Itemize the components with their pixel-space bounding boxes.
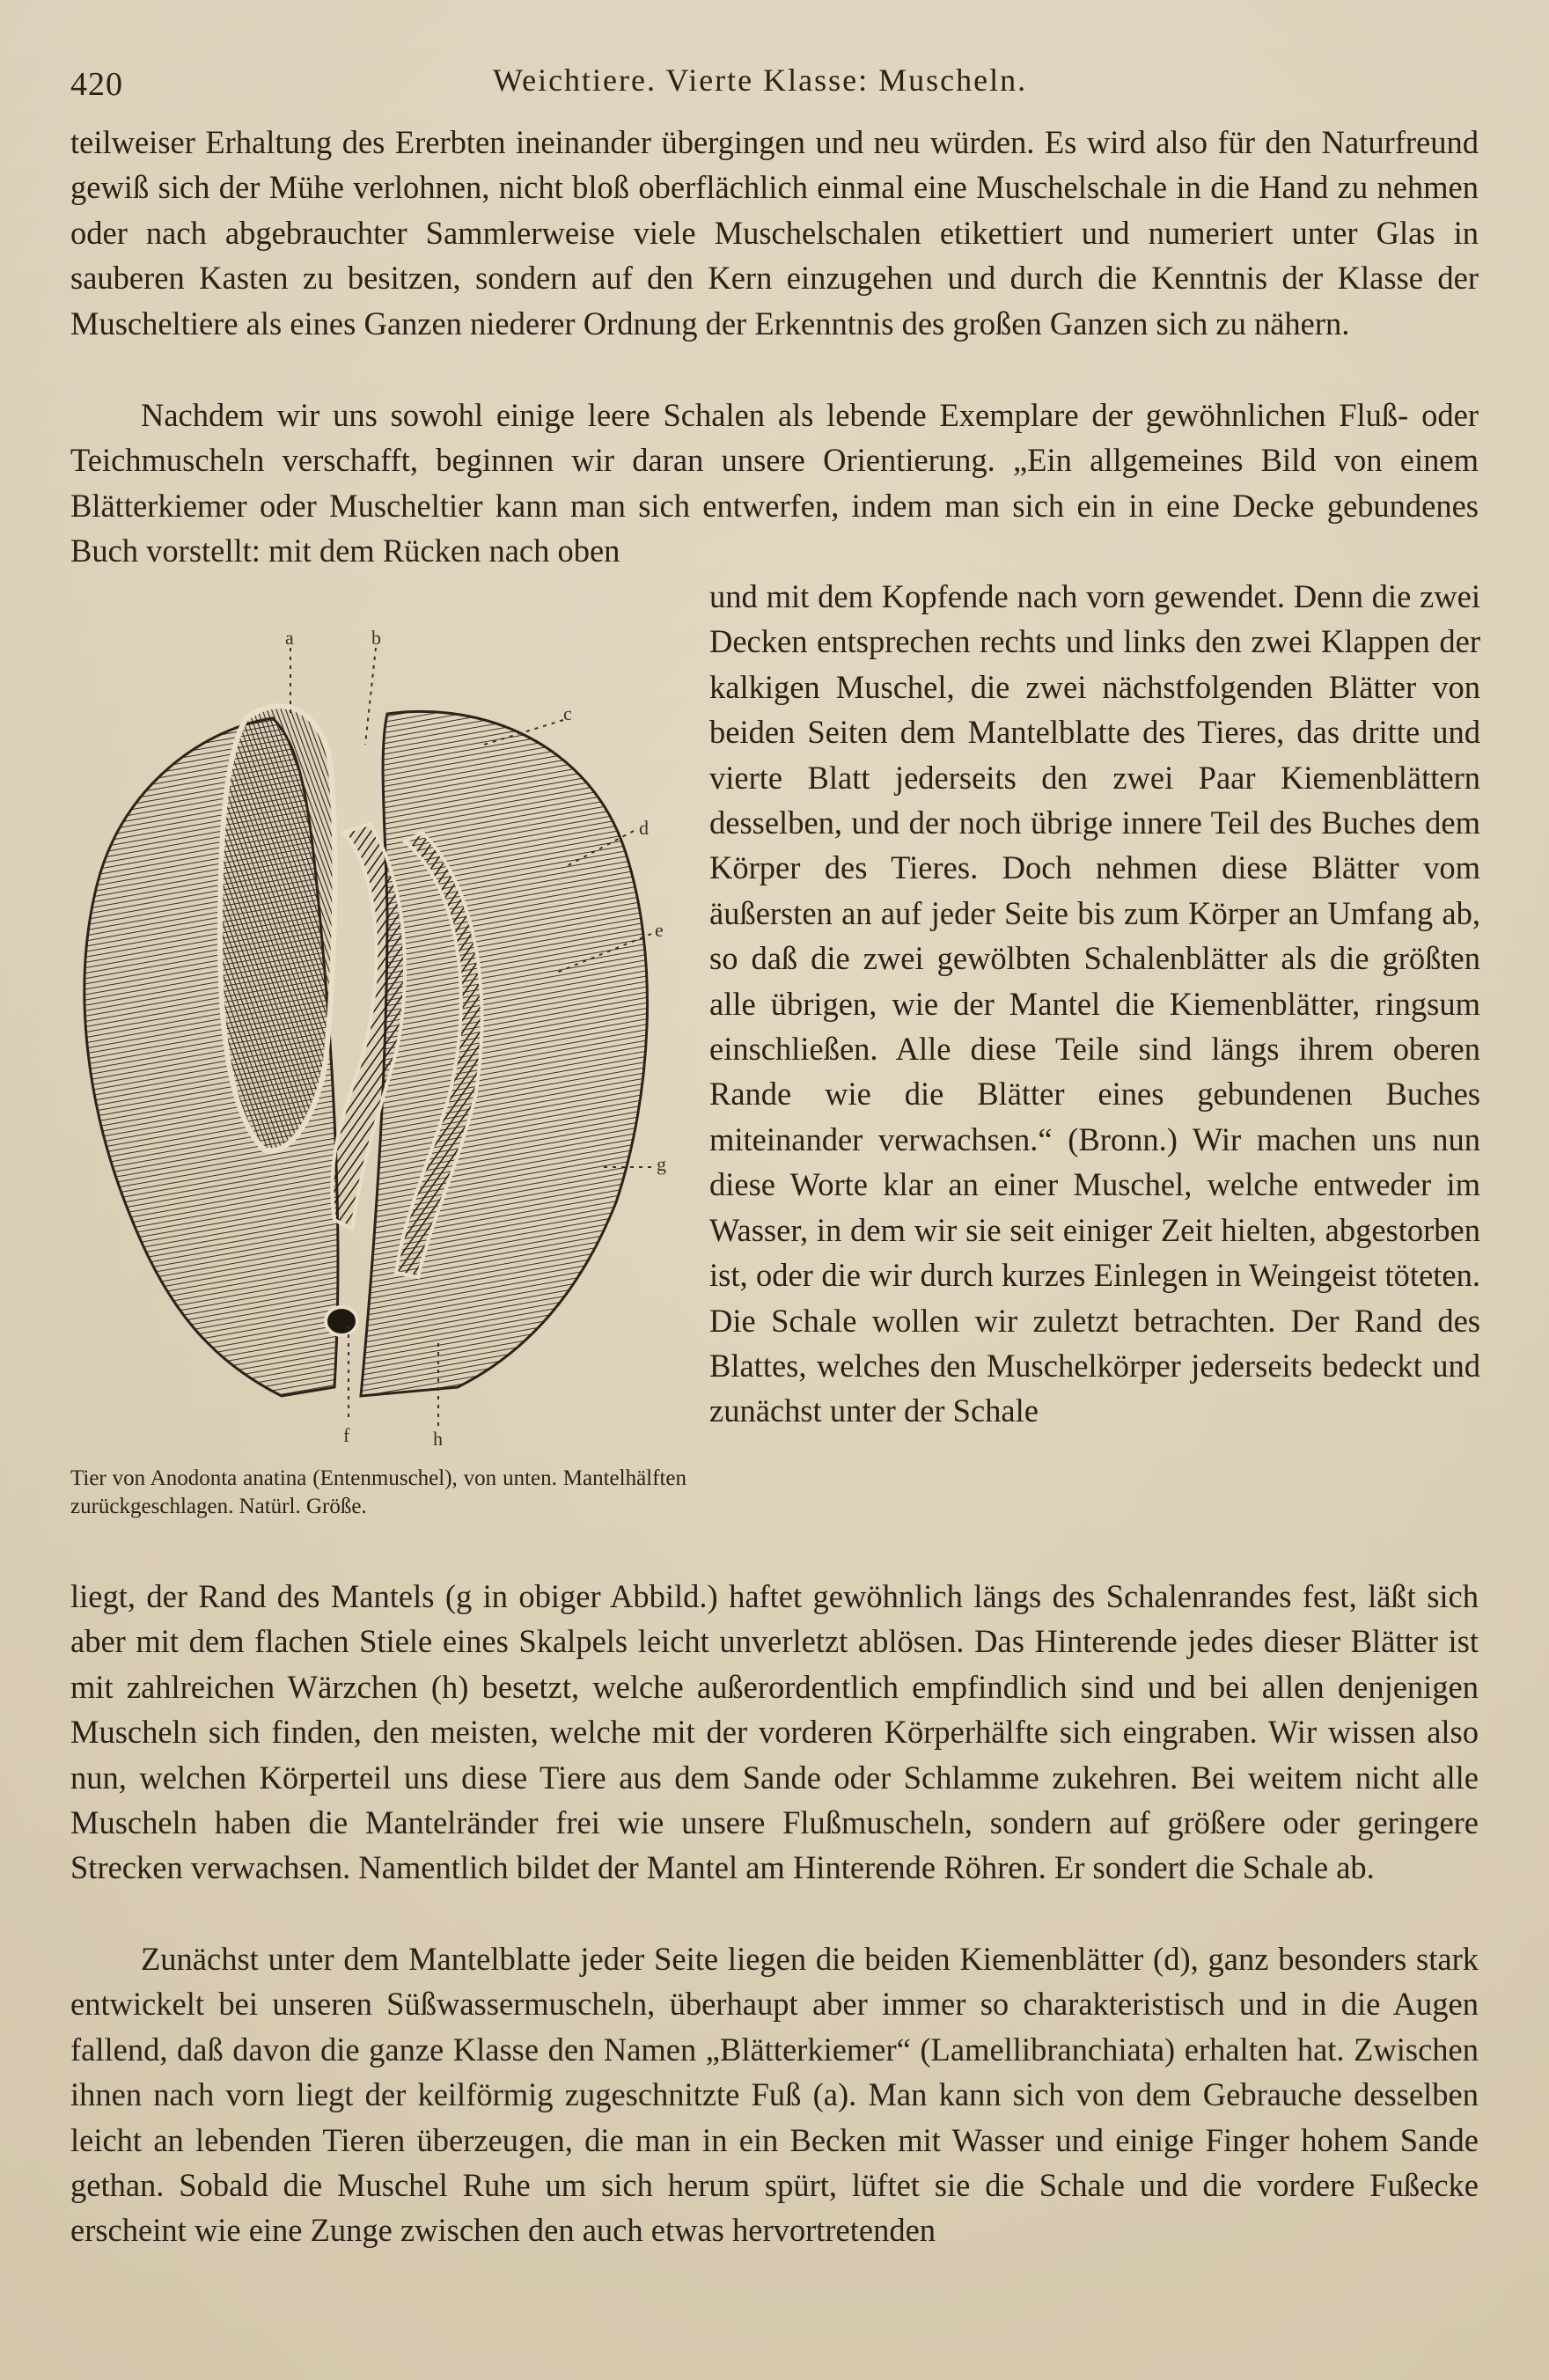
label-a: a — [285, 627, 294, 649]
paragraph-2-end: liegt, der Rand des Mantels (g in obiger Abbild.) haftet gewöhnlich längs des Schalenrandes fest, läßt sich aber mit dem flachen Stiele eines Skalpels leicht unverletzt ablösen. Das Hinterende jedes dieser Blätter ist mit zahlreichen Wärzchen (h) besetzt, welche außerordentlich empfindlich sind und bei allen denjenigen Muscheln sich finden, den meisten, welche mit der vorderen Körperhälfte sich eingraben. Wir wissen also nun, welchen Körperteil uns diese Tiere aus dem Sande oder Schlamme zukehren. Bei weitem nicht alle Muscheln haben die Mantelränder frei wie unsere Flußmuscheln, sondern auf größere oder geringere Strecken verwachsen. Namentlich bildet der Mantel am Hinterende Röhren. Er sondert die Schale ab. — [70, 1578, 1479, 1886]
label-g: g — [657, 1153, 666, 1175]
label-f: f — [343, 1424, 350, 1446]
paragraph-2-beside-figure: und mit dem Kopfende nach vorn gewendet. Denn die zwei Decken entsprechen rechts und links den zwei Klappen der kalkigen Muschel, die zwei nächstfolgenden Blätter von beiden Seiten dem Mantelblatte des Tieres, das dritte und vierte Blatt jederseits den zwei Paar Kiemenblättern desselben, und der noch übrige innere Teil des Buches dem Körper des Tieres. Doch nehmen diese Blätter vom äußersten an auf jeder Seite bis zum Körper an Umfang ab, so daß die zwei gewölbten Schalenblätter als die größten alle übrigen, wie der Mantel die Kiemenblätter, ringsum einschließen. Alle diese Teile sind längs ihrem oberen Rande wie die Blätter eines gebundenen Buches miteinander verwachsen.“ (Bronn.) Wir machen uns nun diese Worte klar an einer Muschel, welche entweder im Wasser, in dem wir sie seit einiger Zeit hielten, abgestorben ist, oder die wir durch kurzes Einlegen in Weingeist töteten. Die Schale wollen wir zuletzt betrachten. Der Rand des Blattes, welches den Muschelkörper jederseits bedeckt und zunächst unter der Schale — [709, 578, 1480, 1429]
page-header — [0, 62, 1549, 114]
page-number: 420 — [70, 66, 123, 103]
figure-caption: Tier von Anodonta anatina (Entenmuschel), von unten. Mantelhälften zurückgeschlagen. Natürl. Größe. — [70, 1466, 686, 1518]
siphon — [326, 1307, 357, 1335]
label-e: e — [655, 919, 664, 941]
running-head: Weichtiere. Vierte Klasse: Muscheln. — [493, 62, 1028, 98]
right-mantle — [361, 711, 647, 1396]
paragraph-1: teilweiser Erhaltung des Ererbten ineinander übergingen und neu würden. Es wird also für den Naturfreund gewiß sich der Mühe verlohnen, nicht bloß oberflächlich einmal eine Muschelschale in die Hand zu nehmen oder nach abgebrauchter Sammlerweise viele Muschelschalen etikettiert und numeriert unter Glas in sauberen Kasten zu besitzen, sondern auf den Kern einzugehen und durch die Kenntnis der Klasse der Muscheltiere als eines Ganzen niederer Ordnung der Erkenntnis des großen Ganzen sich zu nähern. — [70, 124, 1479, 342]
label-b: b — [371, 627, 381, 649]
label-c: c — [563, 702, 572, 724]
label-h: h — [433, 1428, 443, 1450]
paragraph-3: Zunächst unter dem Mantelblatte jeder Seite liegen die beiden Kiemenblätter (d), ganz besonders stark entwickelt bei unseren Süßwassermuscheln, überhaupt aber immer so charakteristisch und in die Augen fallend, daß davon die ganze Klasse den Namen „Blätterkiemer“ (Lamellibranchiata) erhalten hat. Zwischen ihnen nach vorn liegt der keilförmig zugeschnitzte Fuß (a). Man kann sich von dem Gebrauche desselben leicht an lebenden Tieren überzeugen, die man in ein Becken mit Wasser und einige Finger hohem Sande gethan. Sobald die Muschel Ruhe um sich herum spürt, lüftet sie die Schale und die vordere Fußecke erscheint wie eine Zunge zwischen den auch etwas hervortretenden — [70, 1941, 1479, 2249]
mussel-illustration — [70, 621, 686, 1466]
label-d: d — [639, 817, 649, 839]
paragraph-2-start: Nachdem wir uns sowohl einige leere Schalen als lebende Exemplare der gewöhnlichen Fluß- oder Teichmuscheln verschafft, beginnen wir daran unsere Orientierung. „Ein allgemeines Bild von einem Blätterkiemer oder Muscheltier kann man sich entwerfen, indem man sich ein in eine Decke gebundenes Buch vorstellt: mit dem Rücken nach oben — [70, 397, 1479, 569]
foot — [220, 706, 334, 1150]
mussel-figure — [70, 621, 686, 1466]
